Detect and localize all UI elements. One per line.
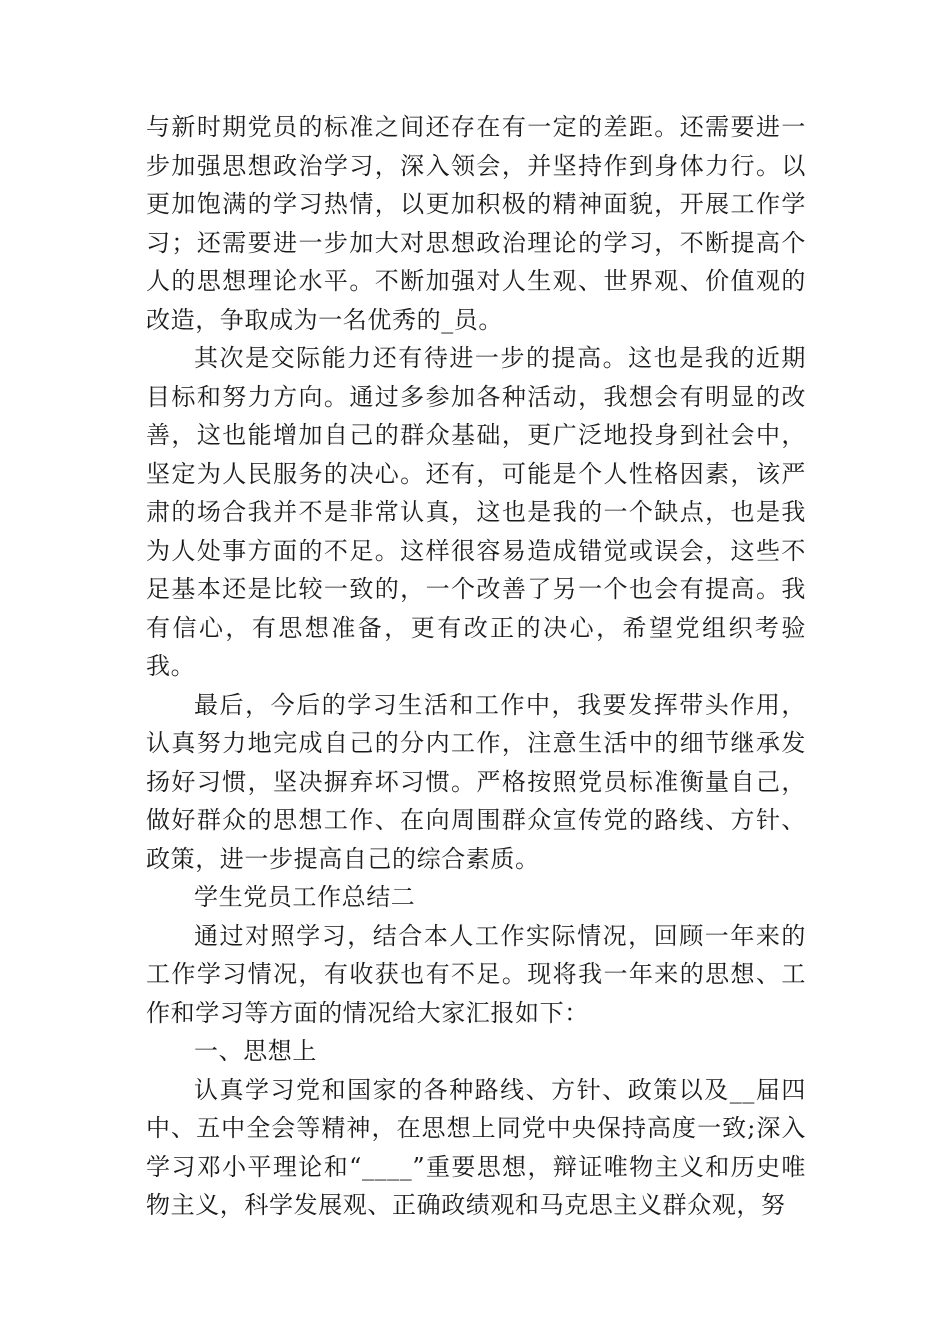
section-title-summary-two: 学生党员工作总结二 [194,883,416,911]
document-body [146,108,806,1225]
paragraph-self-assessment: 与新时期党员的标准之间还存在有一定的差距。还需要进一步加强思想政治学习，深入领会，并坚持作到身体力行。以更加饱满的学习热情，以更加积极的精神面貌，开展工作学习；还需要进一步加大对思想政治理论的学习，不断提高个人的思想理论水平。不断加强对人生观、世界观、价值观的改造，争取成为一名优秀的_员。 [146,113,806,334]
paragraph-introduction: 通过对照学习，结合本人工作实际情况，回顾一年来的工作学习情况，有收获也有不足。现将我一年来的思想、工作和学习等方面的情况给大家汇报如下： [146,921,806,1027]
paragraph-social-skills: 其次是交际能力还有待进一步的提高。这也是我的近期目标和努力方向。通过多参加各种活动，我想会有明显的改善，这也能增加自己的群众基础，更广泛地投身到社会中，坚定为人民服务的决心。还有，可能是个人性格因素，该严肃的场合我并不是非常认真，这也是我的一个缺点，也是我为人处事方面的不足。这样很容易造成错觉或误会，这些不足基本还是比较一致的，一个改善了另一个也会有提高。我有信心，有思想准备，更有改正的决心，希望党组织考验我。 [146,344,806,680]
heading-ideology: 一、思想上 [194,1037,317,1065]
paragraph-ideology-study: 认真学习党和国家的各种路线、方针、政策以及__届四中、五中全会等精神，在思想上同党中央保持高度一致;深入学习邓小平理论和“____”重要思想，辩证唯物主义和历史唯物主义，科学发展观、正确政绩观和马克思主义群众观，努 [146,1075,806,1219]
paragraph-future-plans: 最后，今后的学习生活和工作中，我要发挥带头作用，认真努力地完成自己的分内工作，注意生活中的细节继承发扬好习惯，坚决摒弃坏习惯。严格按照党员标准衡量自己，做好群众的思想工作、在向周围群众宣传党的路线、方针、政策，进一步提高自己的综合素质。 [146,690,806,873]
